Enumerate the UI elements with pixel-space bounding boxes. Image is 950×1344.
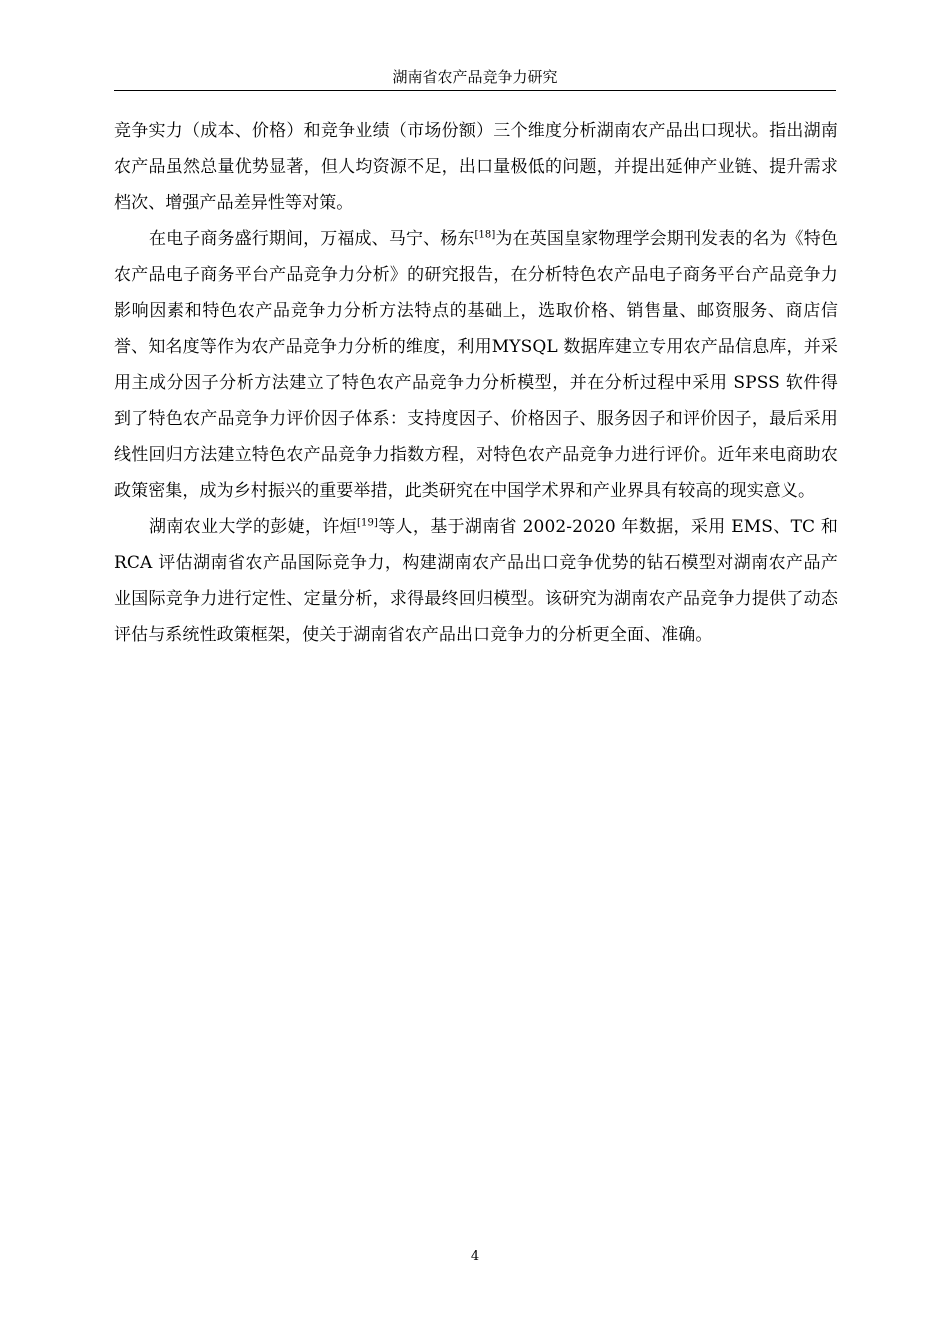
paragraph-3 bbox=[114, 509, 838, 653]
citation-18: [18] bbox=[474, 229, 496, 241]
paragraph-1 bbox=[114, 113, 838, 221]
running-header-title: 湖南省农产品竞争力研究 bbox=[392, 68, 558, 86]
paragraph-2-text-after: 为在英国皇家物理学会期刊发表的名为《特色农产品电子商务平台产品竞争力分析》的研究报告，在分析特色农产品电子商务平台产品竞争力影响因素和特色农产品竞争力分析方法特点的基础上，选取价格、销售量、邮资服务、商店信誉、知名度等作为农产品竞争力分析的维度，利用MYSQL 数据库建立专用农产品信息库，并采用主成分因子分析方法建立了特色农产品竞争力分析模型，并在分析过程中采用 SPSS 软件得到了特色农产品竞争力评价因子体系：支持度因子、价格因子、服务因子和评价因子，最后采用线性回归方法建立特色农产品竞争力指数方程，对特色农产品竞争力进行评价。近年来电商助农政策密集，成为乡村振兴的重要举措，此类研究在中国学术界和产业界具有较高的现实意义。 bbox=[114, 229, 838, 501]
body-text bbox=[114, 113, 838, 653]
paragraph-2 bbox=[114, 221, 838, 509]
paragraph-1-text: 竞争实力（成本、价格）和竞争业绩（市场份额）三个维度分析湖南农产品出口现状。指出湖南农产品虽然总量优势显著，但人均资源不足，出口量极低的问题，并提出延伸产业链、提升需求档次、增强产品差异性等对策。 bbox=[114, 121, 838, 213]
page-number bbox=[0, 1248, 950, 1266]
paragraph-2-text-before: 在电子商务盛行期间，万福成、马宁、杨东 bbox=[149, 229, 475, 249]
citation-19: [19] bbox=[357, 517, 378, 529]
paragraph-3-text-after: 等人，基于湖南省 2002-2020 年数据，采用 EMS、TC 和 RCA 评估湖南省农产品国际竞争力，构建湖南农产品出口竞争优势的钻石模型对湖南农产品产业国际竞争力进行定性、定量分析，求得最终回归模型。该研究为湖南农产品竞争力提供了动态评估与系统性政策框架，使关于湖南省农产品出口竞争力的分析更全面、准确。 bbox=[114, 517, 838, 645]
page-number-text: 4 bbox=[470, 1249, 480, 1264]
paragraph-3-text-before: 湖南农业大学的彭婕，许烜 bbox=[149, 517, 358, 537]
running-header bbox=[114, 64, 836, 91]
